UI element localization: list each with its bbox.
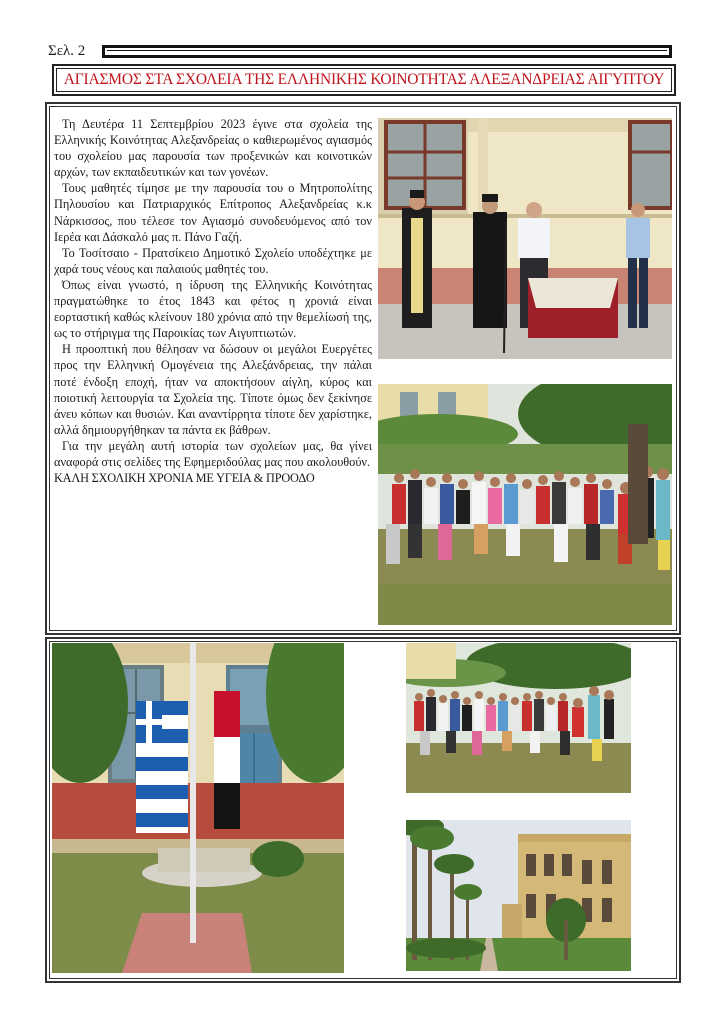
headline-box [52,64,676,96]
photo-ceremony-clergy [378,118,672,359]
header-rule [102,45,672,58]
article-paragraph: Το Τοσίτσαιο - Πρατσίκειο Δημοτικό Σχολείο υποδέχτηκε με χαρά τους νέους και παλαιούς μαθητές του. [54,245,372,276]
photo-flags-school [52,643,344,973]
closing-line: ΚΑΛΗ ΣΧΟΛΙΚΗ ΧΡΟΝΙΑ ΜΕ ΥΓΕΙΑ & ΠΡΟΟΔΟ [54,471,315,486]
article-paragraph: Για την μεγάλη αυτή ιστορία των σχολείων μας, θα γίνει αναφορά στις σελίδες της Εφημεριδούλας μας που ακολουθούν. [54,438,372,469]
photo-students-courtyard [378,384,672,625]
article-body [54,116,372,486]
article-paragraph: Τους μαθητές τίμησε με την παρουσία του ο Μητροπολίτης Πηλουσίου και Πατριαρχικός Επίτροπος Αλεξανδρείας κ.κ Νάρκισσος, που τέλεσε τον Αγιασμό συνοδευόμενος από τον Ιερέα και Δάσκαλό μας π. Πάνο Γαζή. [54,181,372,244]
article-paragraph: Όπως είναι γνωστό, η ίδρυση της Ελληνικής Κοινότητας πραγματώθηκε το έτος 1843 και φέτος η χρονιά είναι εορταστική καθώς κλείνουν 180 χρόνια από την θεμελίωσή της, ως το στήριγμα της Παροικίας των Αιγυπτιωτών. [54,277,372,341]
photo-school-building [406,820,631,971]
article-paragraph: Τη Δευτέρα 11 Σεπτεμβρίου 2023 έγινε στα σχολεία της Ελληνικής Κοινότητας Αλεξανδρείας ο καθιερωμένος αγιασμός του σχολείου μας παρουσία των προξενικών και κοινοτικών αρχών, των εκπαιδευτικών και των γονέων. [54,117,372,180]
photo-children-group [406,643,631,793]
article-paragraph: Η προοπτική που θέλησαν να δώσουν οι μεγάλοι Ευεργέτες προς την Ελληνική Ομογένεια της Αλεξάνδρειας, την πάλαι ποτέ ένδοξη εποχή, ήταν να αποκτήσουν αίγλη, κύρος και ποιοτική λειτουργία τα Σχολεία της. Τίποτε όμως δεν ξεκίνησε άνευ κόπων και θυσιών. Και αναντίρρητα τίποτε δεν χαρίστηκε, αλλά δημιουργήθηκαν τα πάντα εκ βάθρων. [54,342,372,437]
page-number: Σελ. 2 [48,43,86,59]
headline: ΑΓΙΑΣΜΟΣ ΣΤΑ ΣΧΟΛΕΙΑ ΤΗΣ ΕΛΛΗΝΙΚΗΣ ΚΟΙΝΟΤΗΤΑΣ ΑΛΕΞΑΝΔΡΕΙΑΣ ΑΙΓΥΠΤΟΥ [63,71,665,88]
